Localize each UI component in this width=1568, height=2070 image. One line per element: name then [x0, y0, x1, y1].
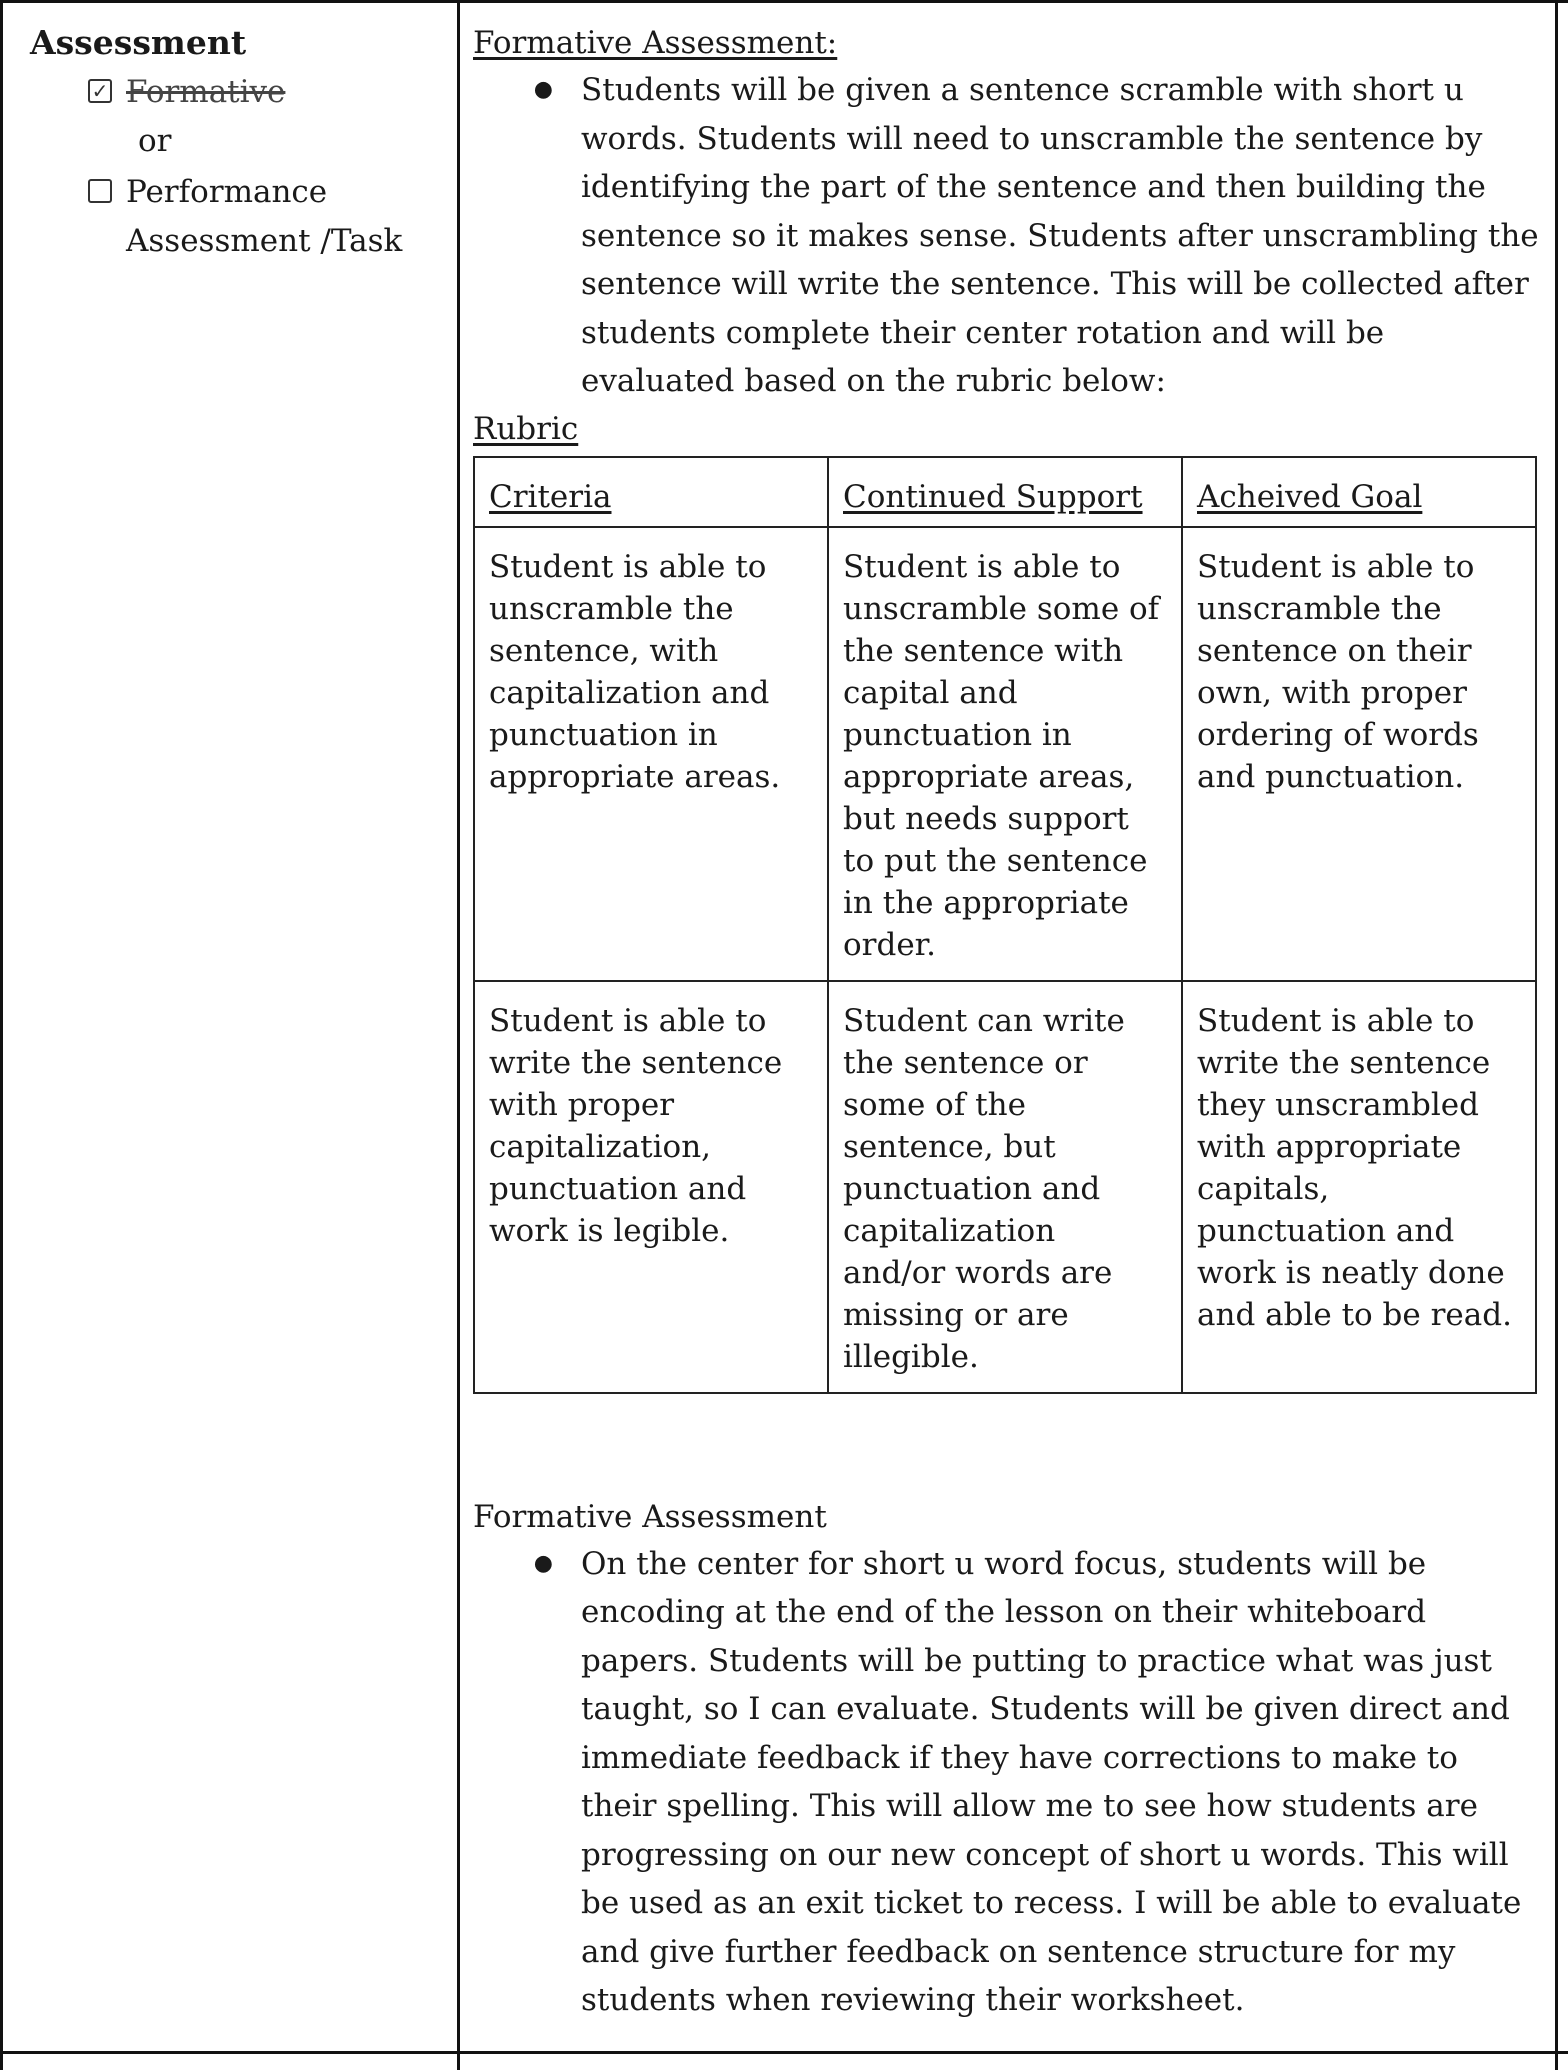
formative-assessment-title-2: Formative Assessment: [473, 1498, 827, 1535]
bullet-item: [473, 1540, 1543, 2025]
rubric-cell: Student can write the sentence or some of the sentence, but punctuation and capitalization and/or words are missing or are illegible.: [828, 981, 1182, 1393]
table-border-left: [0, 0, 3, 2070]
table-border-top: [0, 0, 1568, 3]
rubric-header-achieved-goal: [1182, 457, 1536, 527]
formative-assessment-title: Formative Assessment:: [473, 25, 838, 61]
rubric-cell: Student is able to write the sentence they unscrambled with appropriate capitals, punctuation and work is neatly done and able to be read.: [1182, 981, 1536, 1393]
bullet-text: On the center for short u word focus, students will be encoding at the end of the lesson on their whiteboard papers. Students will be putting to practice what was just taught, so I can evaluate. Students will be given direct and immediate feedback if they have corrections to make to their spelling. This will allow me to see how students are progressing on our new concept of short u words. This will be used as an exit ticket to recess. I will be able to evaluate and give further feedback on sentence structure for my students when reviewing their worksheet.: [581, 1545, 1522, 2018]
rubric-row: [474, 527, 1536, 981]
bullet-item: [473, 66, 1543, 406]
rubric-header-criteria: [474, 457, 828, 527]
table-border-right: [1555, 0, 1558, 2070]
header-text: Acheived Goal: [1197, 478, 1423, 515]
assessment-heading: Assessment: [30, 23, 247, 62]
rubric-cell: Student is able to unscramble the sentence, with capitalization and punctuation in appropriate areas.: [474, 527, 828, 981]
rubric-cell: Student is able to unscramble some of the sentence with capital and punctuation in appropriate areas, but needs support to put the sentence in the appropriate order.: [828, 527, 1182, 981]
performance-label: Performance Assessment /Task: [126, 174, 403, 259]
spacer: [473, 1394, 1543, 1494]
checked-checkbox-icon[interactable]: ✓: [88, 79, 112, 103]
rubric-cell: Student is able to unscramble the sentence on their own, with proper ordering of words and punctuation.: [1182, 527, 1536, 981]
header-text: Criteria: [489, 478, 612, 515]
bullet-icon: ●: [533, 77, 553, 102]
performance-option[interactable]: [88, 168, 440, 266]
rubric-label: Rubric: [473, 410, 579, 447]
formative-label: Formative: [126, 74, 286, 110]
or-label: or: [138, 123, 172, 159]
formative-option[interactable]: [88, 68, 440, 117]
table-border-bottom: [0, 2051, 1568, 2054]
assessment-details-column: [473, 20, 1543, 2025]
rubric-header-continued-support: [828, 457, 1182, 527]
rubric-table: [473, 456, 1537, 1394]
rubric-cell: Student is able to write the sentence with proper capitalization, punctuation and work is legible.: [474, 981, 828, 1393]
header-text: Continued Support: [843, 478, 1143, 515]
bullet-icon: ●: [533, 1550, 553, 1576]
assessment-type-column: [30, 20, 440, 266]
bullet-text: Students will be given a sentence scramble with short u words. Students will need to unscramble the sentence by identifying the part of the sentence and then building the sentence so it makes sense. Students after unscrambling the sentence will write the sentence. This will be collected after students complete their center rotation and will be evaluated based on the rubric below:: [581, 72, 1539, 399]
rubric-row: [474, 981, 1536, 1393]
table-column-divider: [457, 0, 460, 2070]
unchecked-checkbox-icon[interactable]: [88, 179, 112, 203]
rubric-header-row: [474, 457, 1536, 527]
